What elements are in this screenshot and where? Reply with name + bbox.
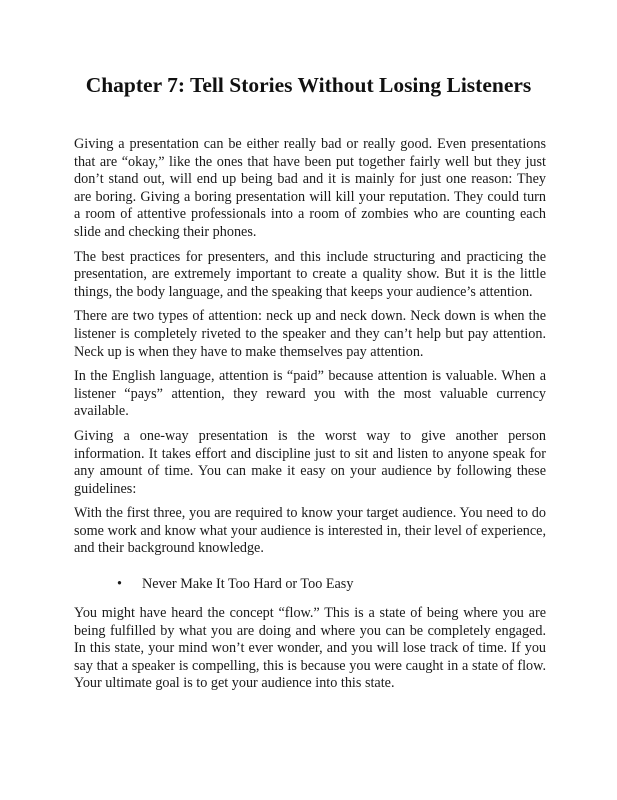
bullet-list [74,575,546,593]
paragraph: With the first three, you are required to know your target audience. You need to do some work and know what your audience is interested in, their level of experience, and their background knowledge. [74,505,546,557]
paragraph: There are two types of attention: neck up and neck down. Neck down is when the listener is completely riveted to the speaker and they can’t help but pay attention. Neck up is when they have to make themselves pay attention. [74,308,546,360]
bullet-dot-icon: • [117,576,122,593]
paragraph: In the English language, attention is “paid” because attention is valuable. When a listener “pays” attention, they reward you with the most valuable currency available. [74,368,546,420]
paragraph: Giving a one-way presentation is the worst way to give another person information. It takes effort and discipline just to sit and listen to anyone speak for any amount of time. You can make it easy on your audience by following these guidelines: [74,427,546,497]
paragraph: The best practices for presenters, and this include structuring and practicing the presentation, are extremely important to create a quality show. But it is the little things, the body language, and the speaking that keeps your audience’s attention. [74,248,546,300]
bullet-item-text: Never Make It Too Hard or Too Easy [142,576,354,593]
paragraph: Giving a presentation can be either really bad or really good. Even presentations that are “okay,” like the ones that have been put together fairly well but they just don’t stand out, will end up being bad and it is mainly for just one reason: They are boring. Giving a boring presentation will kill your reputation. They could turn a room of attentive professionals into a room of zombies who are counting each slide and checking their phones. [74,136,546,240]
closing-paragraph: You might have heard the concept “flow.” This is a state of being where you are being fulfilled by what you are doing and where you can be completely engaged. In this state, your mind won’t ever wonder, and you will lose track of time. If you say that a speaker is compelling, this is because you were caught in a state of flow. Your ultimate goal is to get your audience into this state. [74,605,546,692]
chapter-title: Chapter 7: Tell Stories Without Losing Listeners [85,73,532,97]
body-text [74,136,546,700]
bullet-item [74,575,546,593]
